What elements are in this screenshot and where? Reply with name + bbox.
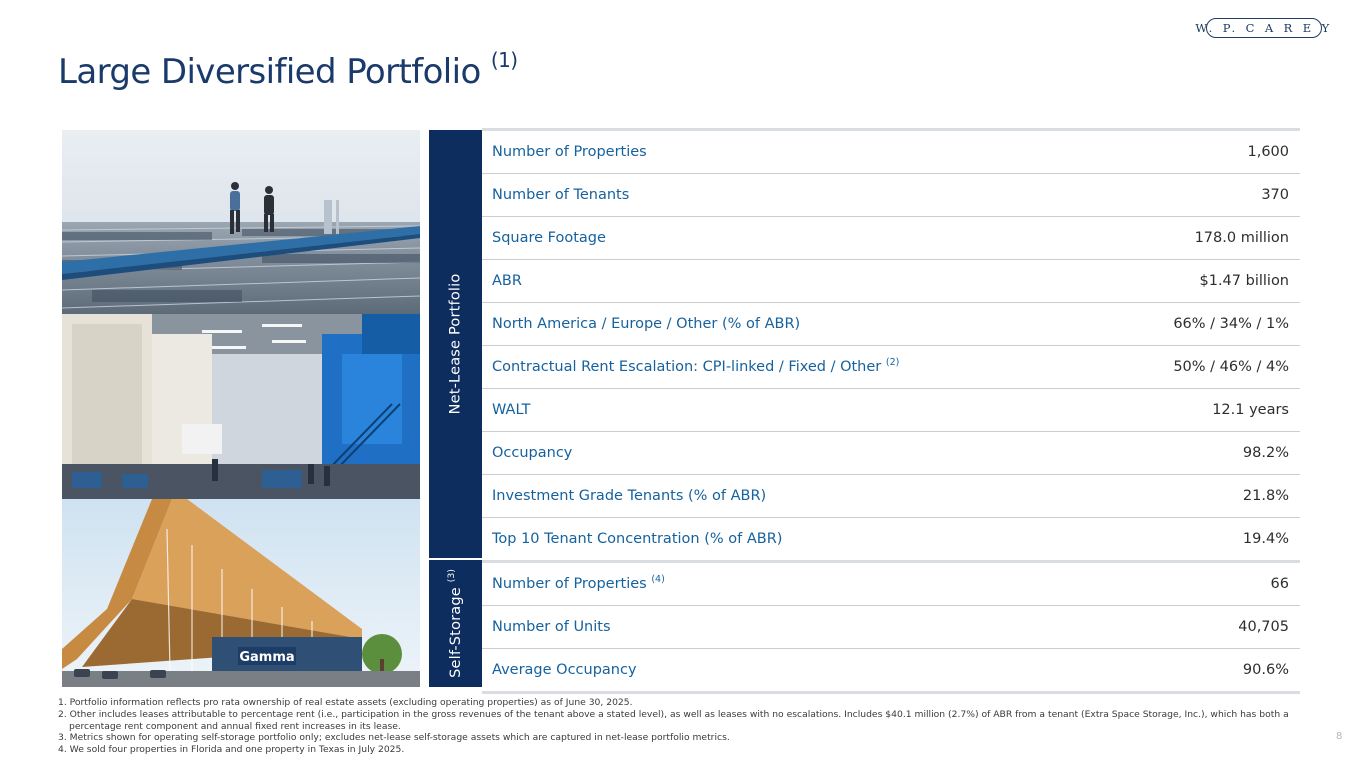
metric-label-text: Top 10 Tenant Concentration (% of ABR) — [492, 531, 783, 547]
metric-label-text: WALT — [492, 402, 531, 418]
metric-row-rent-escalation — [482, 346, 1300, 389]
metric-label-text: Investment Grade Tenants (% of ABR) — [492, 488, 767, 504]
portfolio-metrics-table — [482, 128, 1300, 694]
metric-value: 50% / 46% / 4% — [1173, 359, 1289, 375]
company-logo — [1195, 18, 1333, 38]
self-storage-section-band — [429, 560, 482, 687]
metric-row-occupancy — [482, 432, 1300, 475]
metric-label — [492, 488, 766, 504]
metric-label-text: North America / Europe / Other (% of ABR) — [492, 316, 801, 332]
metric-value: 66 — [1270, 576, 1289, 592]
metric-label — [492, 531, 782, 547]
footnote-1: 1. Portfolio information reflects pro rata ownership of real estate assets (excluding operating properties) as of June 30, 2025. — [58, 697, 633, 708]
page-title — [58, 48, 518, 92]
metric-footnote-ref: (4) — [651, 574, 665, 585]
solar-roof-photo — [62, 130, 420, 314]
logo-text: W. P. C A R E Y — [1195, 21, 1333, 35]
metric-row-top-10-concentration — [482, 518, 1300, 560]
metric-label-text: Number of Properties — [492, 576, 647, 592]
metric-label-text: Occupancy — [492, 445, 573, 461]
metric-row-storage-properties — [482, 563, 1300, 606]
footnotes — [58, 697, 1313, 756]
metric-label — [492, 402, 530, 418]
metric-label-text: Square Footage — [492, 230, 606, 246]
metric-label — [492, 359, 899, 375]
metric-label — [492, 662, 637, 678]
metric-row-number-of-tenants — [482, 174, 1300, 217]
net-lease-section-label: Net-Lease Portfolio — [447, 273, 464, 415]
metric-row-geographic-mix — [482, 303, 1300, 346]
footnote-4: 4. We sold four properties in Florida and one property in Texas in July 2025. — [58, 744, 405, 756]
metric-label — [492, 619, 611, 635]
metric-value: 90.6% — [1242, 662, 1289, 678]
store-sign-text: Gamma — [239, 650, 295, 665]
metric-row-abr — [482, 260, 1300, 303]
retail-store-photo — [62, 499, 420, 687]
footnote-3: 3. Metrics shown for operating self-storage portfolio only; excludes net-lease self-storage assets which are captured in net-lease portfolio metrics. — [58, 732, 730, 744]
metric-label-text: Average Occupancy — [492, 662, 637, 678]
net-lease-section-band — [429, 130, 482, 558]
metric-label-text: Number of Units — [492, 619, 611, 635]
metric-value: 178.0 million — [1194, 230, 1289, 246]
footnote-2: 2. Other includes leases attributable to percentage rent (i.e., participation in the gross revenues of the tenant above a stated level), as well as leases with no escalations. Includes $40.1 million (2.7%) of ABR from a tenant (Extra Space Storage, Inc.), which has both a percentage rent component and annual fixed rent increases in its lease. — [58, 708, 1289, 732]
metric-row-number-of-properties — [482, 131, 1300, 174]
metric-label-text: Contractual Rent Escalation: CPI-linked / Fixed / Other — [492, 359, 882, 375]
page-number: 8 — [1336, 731, 1343, 742]
metric-label — [492, 187, 629, 203]
metric-value: 12.1 years — [1212, 402, 1289, 418]
metric-row-storage-units — [482, 606, 1300, 649]
metric-label-text: Number of Properties — [492, 144, 647, 160]
metric-value: 19.4% — [1242, 531, 1289, 547]
metric-value: 98.2% — [1242, 445, 1289, 461]
metric-row-square-footage — [482, 217, 1300, 260]
metric-value: 370 — [1261, 187, 1289, 203]
metric-label — [492, 316, 800, 332]
factory-interior-photo — [62, 314, 420, 499]
metric-label-text: Number of Tenants — [492, 187, 630, 203]
metric-label — [492, 576, 665, 592]
metric-footnote-ref: (2) — [885, 357, 900, 368]
self-storage-section-label — [447, 569, 464, 678]
net-lease-metrics-group — [482, 128, 1300, 560]
self-storage-footnote-ref: (3) — [447, 568, 458, 583]
page-title-text: Large Diversified Portfolio — [58, 52, 481, 92]
metric-label — [492, 445, 572, 461]
metric-row-investment-grade — [482, 475, 1300, 518]
photo-column — [62, 130, 420, 687]
metric-label — [492, 273, 522, 289]
metric-value: 21.8% — [1242, 488, 1289, 504]
metric-row-walt — [482, 389, 1300, 432]
metric-value: 1,600 — [1247, 144, 1289, 160]
metric-label-text: ABR — [492, 273, 522, 289]
metric-value: 66% / 34% / 1% — [1173, 316, 1289, 332]
self-storage-label-text: Self-Storage — [447, 587, 464, 678]
metric-value: 40,705 — [1238, 619, 1289, 635]
metric-row-storage-occupancy — [482, 649, 1300, 691]
metric-value: $1.47 billion — [1199, 273, 1289, 289]
metric-label — [492, 144, 647, 160]
self-storage-metrics-group — [482, 560, 1300, 694]
metric-label — [492, 230, 606, 246]
page-title-footnote-ref: (1) — [490, 48, 518, 72]
